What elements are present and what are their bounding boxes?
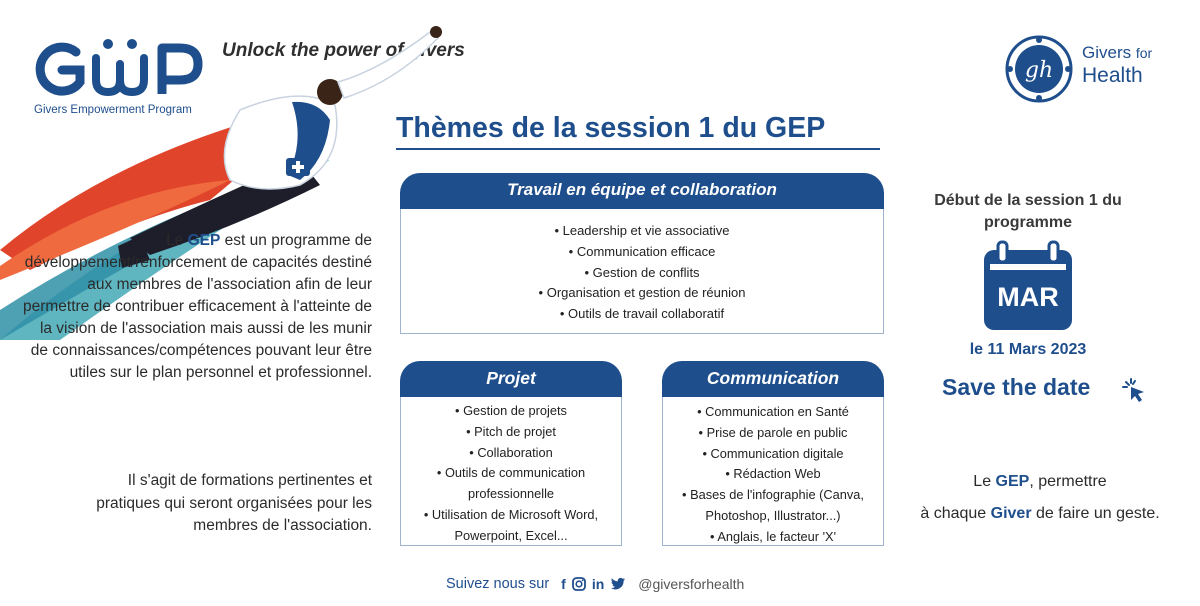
list-item: • Anglais, le facteur 'X' xyxy=(663,527,883,548)
session-date: le 11 Mars 2023 xyxy=(969,341,1087,358)
page-title: Thèmes de la session 1 du GEP xyxy=(396,112,826,144)
theme-card-communication-list xyxy=(663,397,883,548)
social-footer xyxy=(446,576,744,592)
facebook-icon[interactable]: f xyxy=(561,576,566,592)
list-item: • Bases de l'infographie (Canva, Photoshop, Illustrator...) xyxy=(663,485,883,527)
closing-mid: , permettre xyxy=(1029,473,1107,490)
list-item: • Gestion de conflits xyxy=(401,263,883,284)
logo-subtitle: Givers Empowerment Program xyxy=(34,104,192,116)
givers-for-health-logo xyxy=(1004,34,1074,104)
partner-name-for: for xyxy=(1135,45,1153,61)
theme-card-team-list xyxy=(401,209,883,325)
list-item: • Leadership et vie associative xyxy=(401,221,883,242)
partner-name-line1: Givers xyxy=(1082,43,1132,62)
save-the-date: Save the date xyxy=(942,374,1091,400)
theme-card-communication xyxy=(662,368,884,546)
list-item: • Gestion de projets xyxy=(401,401,621,422)
intro-body: est un programme de développement/renforcement de capacités destiné aux membres de l'association afin de leur permettre de contribuer efficacement à l'atteinte de la vision de l'association mais aussi de les munir de connaissances/compétences pouvant leur être utiles sur le plan personnel et professionnel. xyxy=(22,232,372,381)
session-heading: Début de la session 1 du programme xyxy=(934,192,1122,231)
closing-line-1 xyxy=(890,466,1190,498)
theme-card-communication-header xyxy=(662,361,884,397)
calendar-month: MAR xyxy=(997,282,1059,312)
intro-acronym: GEP xyxy=(187,232,221,249)
closing-giver: Giver xyxy=(990,505,1032,522)
partner-name xyxy=(1082,42,1152,90)
list-item: • Collaboration xyxy=(401,443,621,464)
instagram-icon[interactable] xyxy=(572,576,586,592)
closing-line2-tail: de faire un geste. xyxy=(1036,505,1160,522)
list-item: • Communication digitale xyxy=(663,444,883,465)
intro-lead: Le xyxy=(166,232,184,249)
list-item: • Outils de communication professionnelle xyxy=(401,463,621,505)
theme-card-projet-title: Projet xyxy=(486,368,536,388)
list-item: • Organisation et gestion de réunion xyxy=(401,283,883,304)
closing-text xyxy=(890,466,1190,530)
theme-card-projet xyxy=(400,368,622,546)
intro-paragraph-2: Il s'agit de formations pertinentes et pratiques qui seront organisées pour les membres de l'association. xyxy=(96,472,372,534)
list-item: • Prise de parole en public xyxy=(663,423,883,444)
theme-card-projet-list xyxy=(401,397,621,547)
closing-lead: Le xyxy=(973,473,992,490)
list-item: • Outils de travail collaboratif xyxy=(401,304,883,325)
list-item: • Utilisation de Microsoft Word, Powerpoint, Excel... xyxy=(401,505,621,547)
svg-text:gh: gh xyxy=(1024,58,1054,83)
twitter-icon[interactable] xyxy=(610,576,626,592)
linkedin-icon[interactable]: in xyxy=(591,576,605,592)
title-underline xyxy=(396,148,880,150)
list-item: • Pitch de projet xyxy=(401,422,621,443)
intro-paragraph xyxy=(20,230,372,384)
theme-card-team xyxy=(400,180,884,334)
pointer-click-icon xyxy=(1122,378,1148,404)
closing-line2-lead: à chaque xyxy=(920,505,987,522)
theme-card-communication-title: Communication xyxy=(706,368,840,388)
list-item: • Rédaction Web xyxy=(663,464,883,485)
theme-card-team-header xyxy=(400,173,884,209)
closing-acronym: GEP xyxy=(995,473,1030,490)
closing-line-2 xyxy=(890,498,1190,530)
theme-card-team-title: Travail en équipe et collaboration xyxy=(507,180,777,199)
tagline: Unlock the power of givers xyxy=(222,40,465,61)
theme-card-projet-header xyxy=(400,361,622,397)
social-handle[interactable]: @giversforhealth xyxy=(638,576,745,592)
partner-name-line2: Health xyxy=(1082,64,1143,88)
list-item: • Communication en Santé xyxy=(663,402,883,423)
footer-lead: Suivez nous sur xyxy=(446,576,550,592)
list-item: • Communication efficace xyxy=(401,242,883,263)
